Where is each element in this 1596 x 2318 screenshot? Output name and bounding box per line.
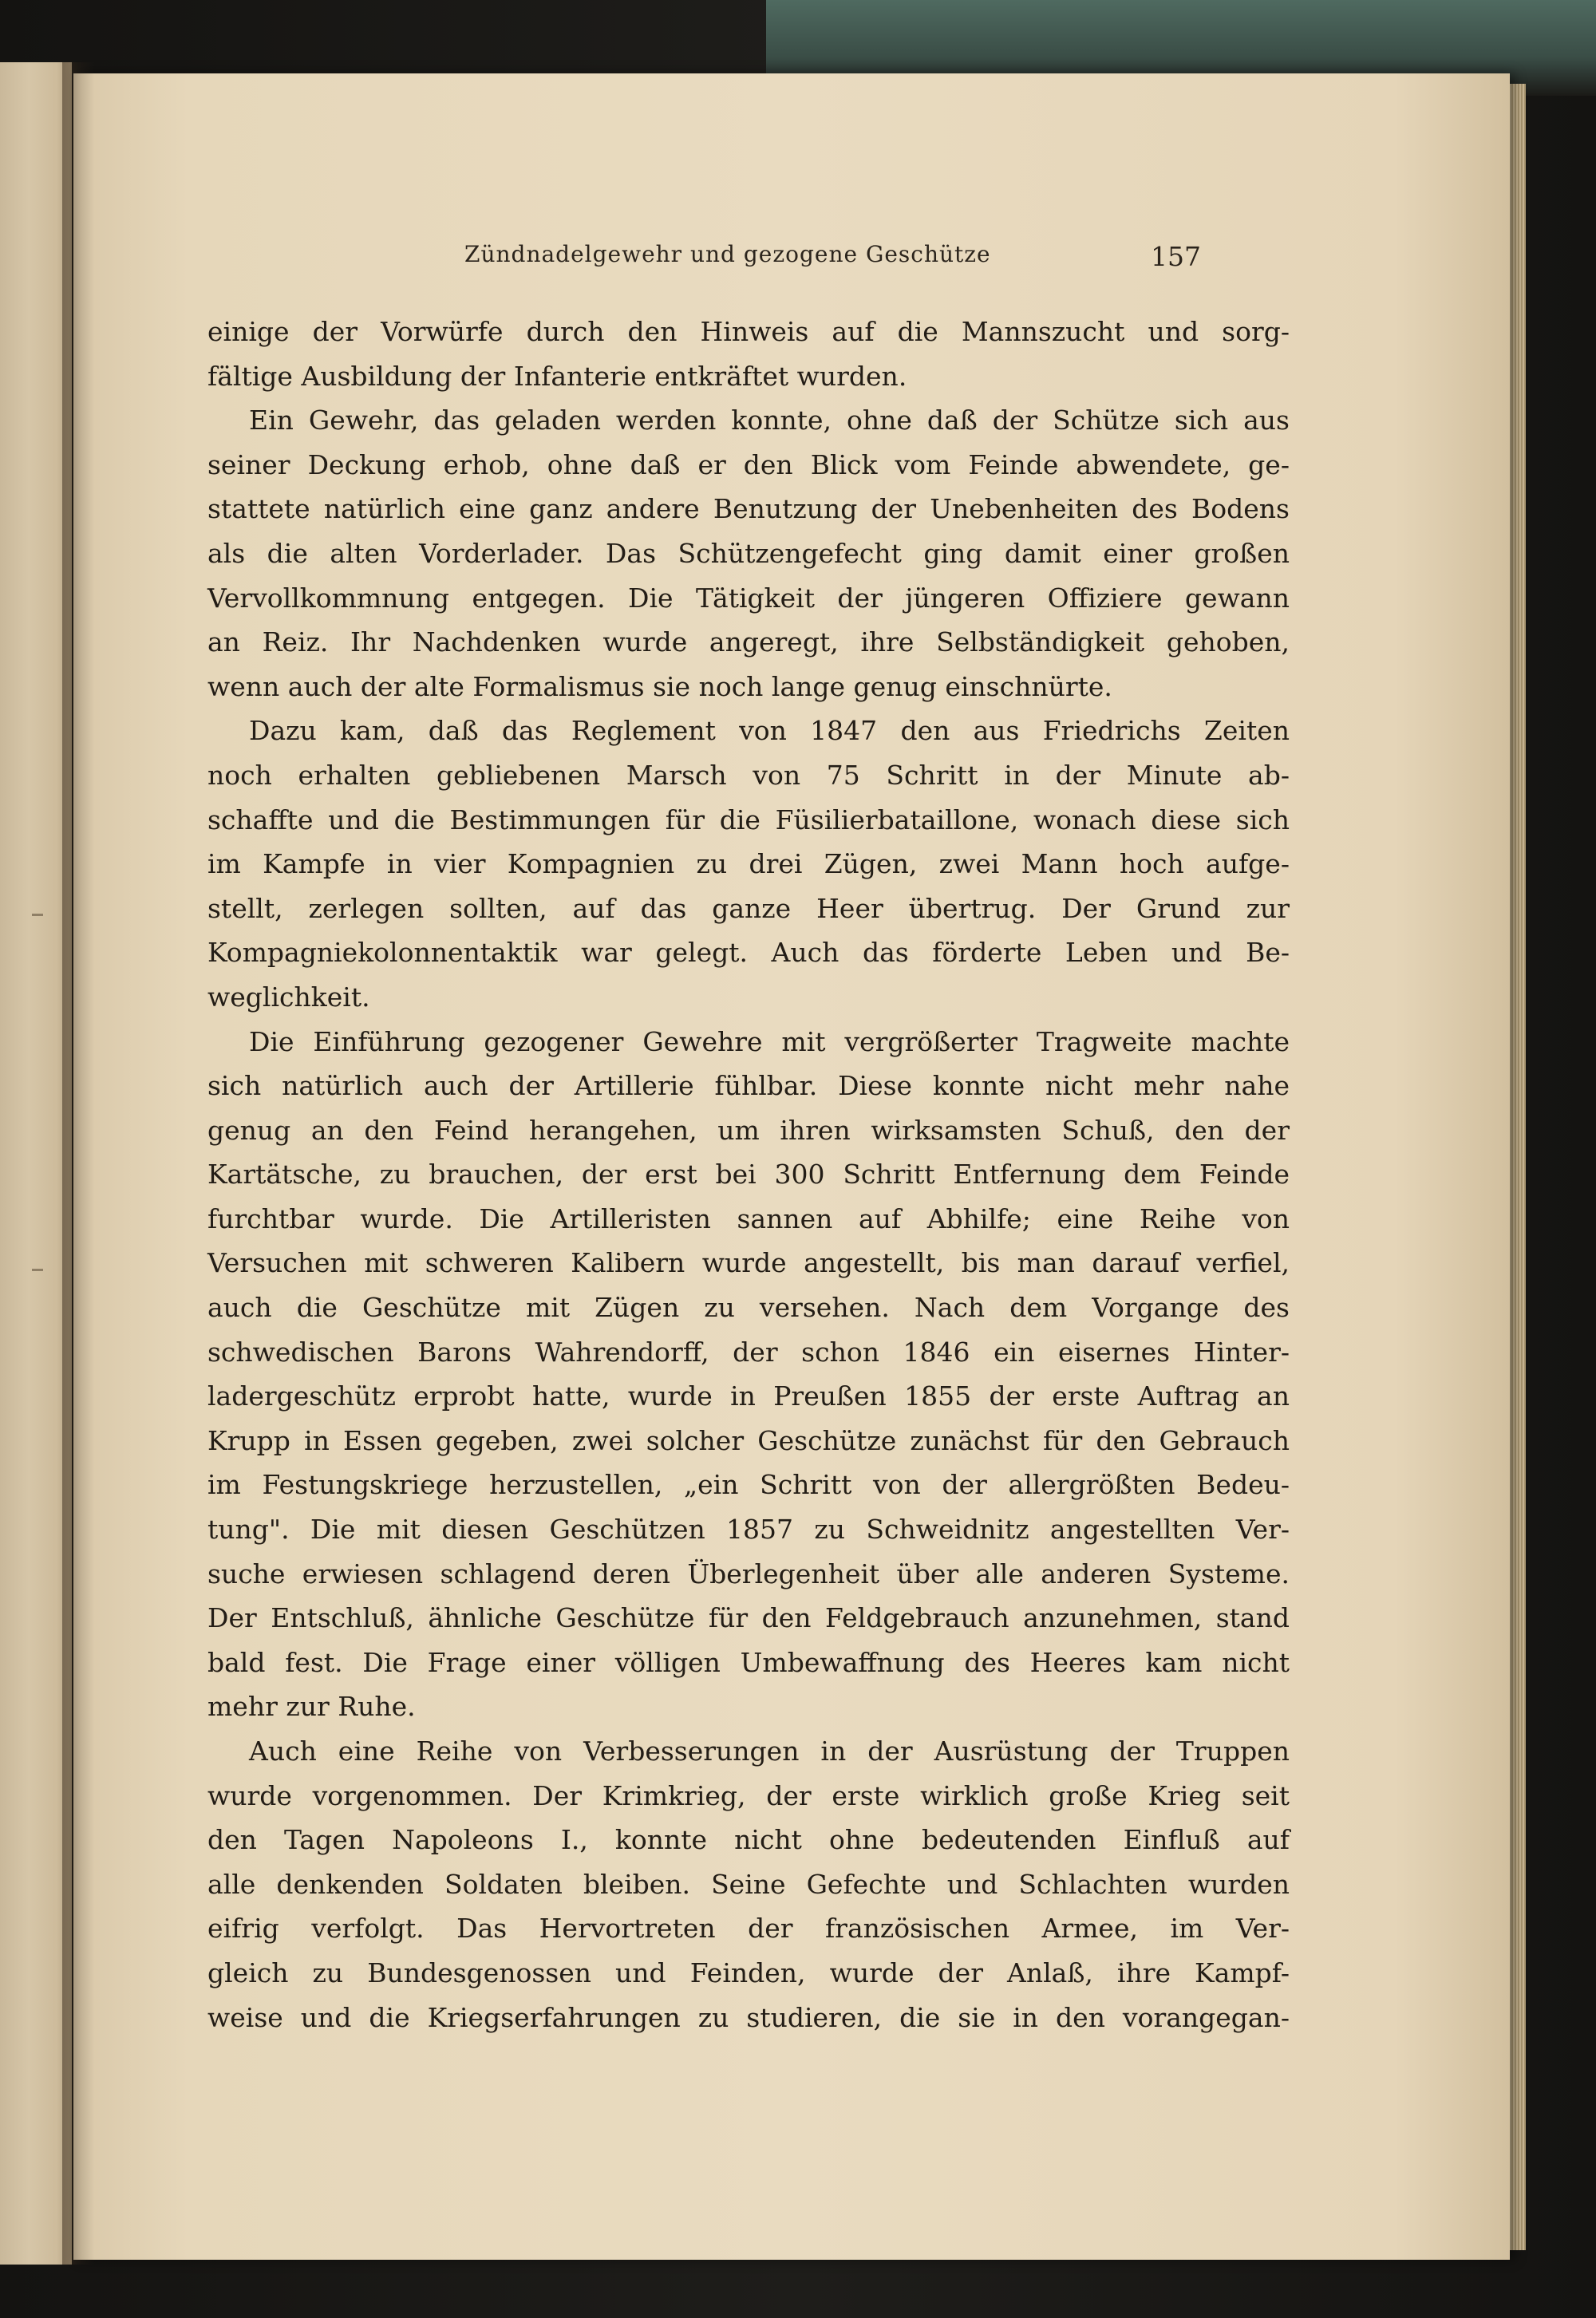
text-line: schaffte und die Bestimmungen für die Füsilierbataillone, wonach diese sich <box>207 804 1290 835</box>
margin-mark <box>32 914 43 916</box>
text-line: Krupp in Essen gegeben, zwei solcher Geschütze zunächst für den Gebrauch <box>207 1424 1290 1456</box>
text-line: weise und die Kriegserfahrungen zu studieren, die sie in den vorangegan- <box>207 2001 1290 2033</box>
text-line: den Tagen Napoleons I., konnte nicht ohne bedeutenden Einfluß auf <box>207 1824 1290 1856</box>
text-line: als die alten Vorderlader. Das Schützengefecht ging damit einer großen <box>207 537 1290 569</box>
text-line: im Festungskriege herzustellen, „ein Schritt von der allergrößten Bedeu- <box>207 1469 1290 1501</box>
book-page <box>73 73 1510 2260</box>
text-line: Kartätsche, zu brauchen, der erst bei 300 Schritt Entfernung dem Feinde <box>207 1159 1290 1191</box>
text-line: suche erwiesen schlagend deren Überlegenheit über alle anderen Systeme. <box>207 1558 1290 1589</box>
text-line: eifrig verfolgt. Das Hervortreten der französischen Armee, im Ver- <box>207 1913 1290 1945</box>
text-line: sich natürlich auch der Artillerie fühlbar. Diese konnte nicht mehr nahe <box>207 1070 1290 1102</box>
text-line: schwedischen Barons Wahrendorff, der schon 1846 ein eisernes Hinter- <box>207 1336 1290 1368</box>
text-line: wenn auch der alte Formalismus sie noch lange genug einschnürte. <box>207 670 1112 702</box>
left-page <box>0 62 72 2265</box>
text-line: gleich zu Bundesgenossen und Feinden, wurde der Anlaß, ihre Kampf- <box>207 1957 1290 1988</box>
text-line: stattete natürlich eine ganz andere Benutzung der Unebenheiten des Bodens <box>207 493 1290 525</box>
body-text <box>207 310 1290 2040</box>
text-line: tung". Die mit diesen Geschützen 1857 zu Schweidnitz angestellten Ver- <box>207 1514 1290 1546</box>
text-line: auch die Geschütze mit Zügen zu versehen. Nach dem Vorgange des <box>207 1292 1290 1324</box>
text-line: im Kampfe in vier Kompagnien zu drei Zügen, zwei Mann hoch aufge- <box>207 848 1290 880</box>
text-line: Versuchen mit schweren Kalibern wurde angestellt, bis man darauf verfiel, <box>207 1247 1290 1279</box>
text-line: Die Einführung gezogener Gewehre mit vergrößerter Tragweite machte <box>249 1025 1290 1057</box>
margin-mark <box>32 1269 43 1271</box>
text-line: Dazu kam, daß das Reglement von 1847 den aus Friedrichs Zeiten <box>249 715 1290 747</box>
text-line: ladergeschütz erprobt hatte, wurde in Preußen 1855 der erste Auftrag an <box>207 1380 1290 1412</box>
text-line: stellt, zerlegen sollten, auf das ganze Heer übertrug. Der Grund zur <box>207 892 1290 924</box>
text-line: wurde vorgenommen. Der Krimkrieg, der erste wirklich große Krieg seit <box>207 1779 1290 1811</box>
page-header <box>73 241 1510 289</box>
text-line: noch erhalten gebliebenen Marsch von 75 Schritt in der Minute ab- <box>207 759 1290 791</box>
text-line: mehr zur Ruhe. <box>207 1691 416 1723</box>
text-line: Kompagniekolonnentaktik war gelegt. Auch das förderte Leben und Be- <box>207 937 1290 969</box>
text-line: an Reiz. Ihr Nachdenken wurde angeregt, ihre Selbständigkeit gehoben, <box>207 626 1290 658</box>
text-line: fältige Ausbildung der Infanterie entkräftet wurden. <box>207 360 907 392</box>
text-line: einige der Vorwürfe durch den Hinweis auf die Mannszucht und sorg- <box>207 316 1290 347</box>
running-title: Zündnadelgewehr und gezogene Geschütze <box>464 241 991 267</box>
book-gutter <box>62 62 94 2265</box>
text-line: Vervollkommnung entgegen. Die Tätigkeit der jüngeren Offiziere gewann <box>207 582 1290 614</box>
page-number: 157 <box>1151 241 1201 272</box>
text-line: weglichkeit. <box>207 981 370 1013</box>
text-line: Der Entschluß, ähnliche Geschütze für den Feldgebrauch anzunehmen, stand <box>207 1602 1290 1634</box>
text-line: bald fest. Die Frage einer völligen Umbewaffnung des Heeres kam nicht <box>207 1646 1290 1678</box>
text-line: alle denkenden Soldaten bleiben. Seine Gefechte und Schlachten wurden <box>207 1868 1290 1900</box>
text-line: furchtbar wurde. Die Artilleristen sannen auf Abhilfe; eine Reihe von <box>207 1202 1290 1234</box>
text-line: genug an den Feind herangehen, um ihren wirksamsten Schuß, den der <box>207 1114 1290 1146</box>
text-line: seiner Deckung erhob, ohne daß er den Blick vom Feinde abwendete, ge- <box>207 448 1290 480</box>
text-line: Ein Gewehr, das geladen werden konnte, ohne daß der Schütze sich aus <box>249 405 1290 436</box>
text-line: Auch eine Reihe von Verbesserungen in der Ausrüstung der Truppen <box>249 1736 1290 1767</box>
